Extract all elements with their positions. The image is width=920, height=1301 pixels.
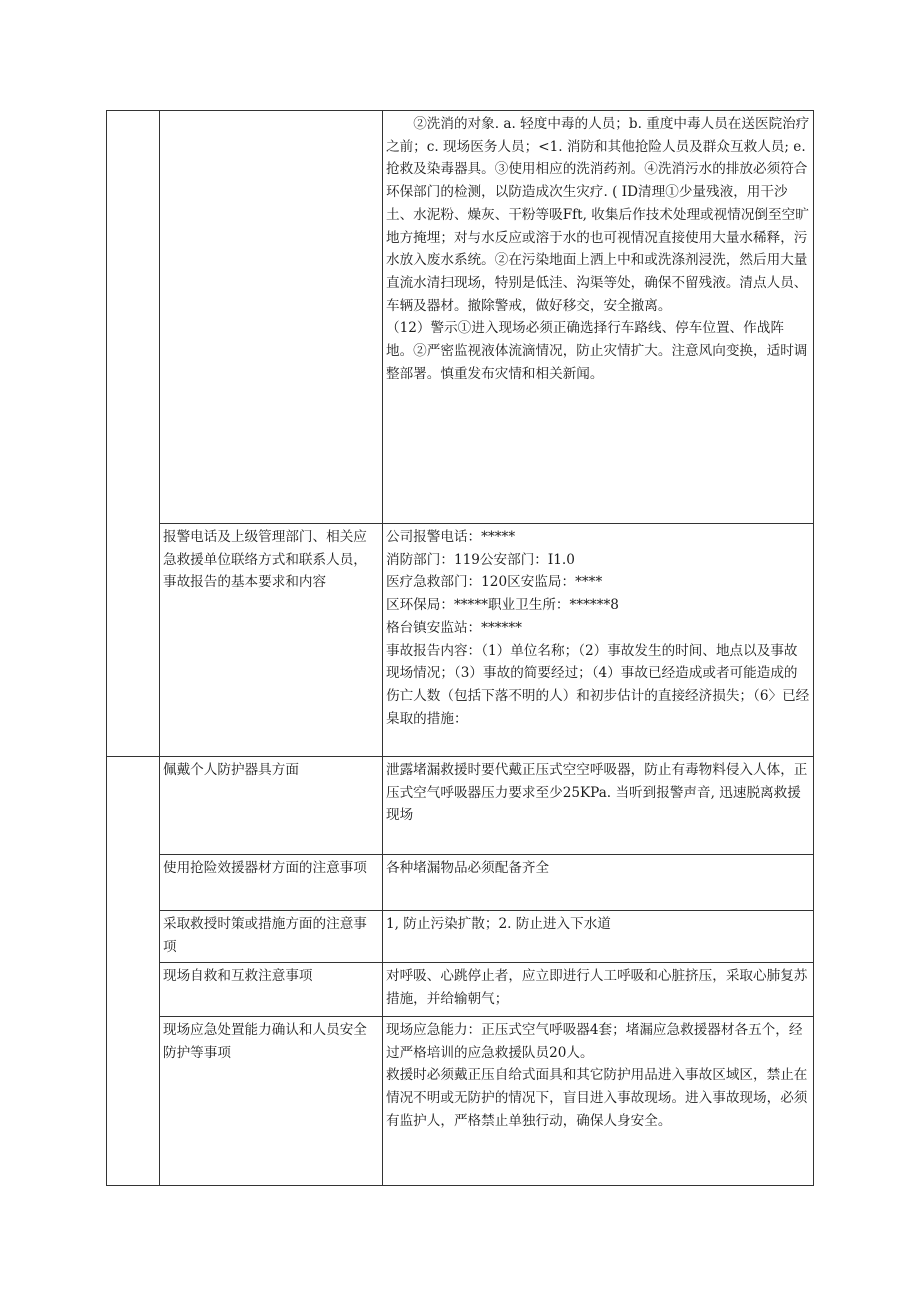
selfrescue-content-cell: 对呼吸、心跳停止者，应立即进行人工呼吸和心脏挤压，采取心肺复苏措施，并给输朝气； xyxy=(383,963,814,1017)
ppe-content-cell: 泄露堵漏救援时要代戴正压式空空呼吸器，防止有毒物料侵入人体，正压式空气呼吸器压力要求至少25KPa. 当听到报警声音, 迅速脱离救援现场 xyxy=(383,757,814,855)
selfrescue-label-cell: 现场自救和互救注意事项 xyxy=(160,963,383,1017)
capacity-paragraph: 现场应急能力：正压式空气呼吸器4套；堵漏应急救援器材各五个，经过严格培训的应急救援队员20人。 xyxy=(386,1022,803,1061)
row-equipment xyxy=(107,855,814,911)
capacity-label-cell: 现场应急处置能力确认和人员安全防护等事项 xyxy=(160,1017,383,1186)
strategy-content-cell: 1, 防止污染扩散；2. 防止进入下水道 xyxy=(383,911,814,963)
equipment-content-cell: 各种堵漏物品必须配备齐全 xyxy=(383,855,814,911)
fire-police-phone: 消防部门：119公安部门：I1.0 xyxy=(386,551,575,568)
emergency-measures-table xyxy=(106,110,814,1186)
disposal-paragraph: ②洗消的对象. a. 轻度中毒的人员；b. 重度中毒人员在送医院治疗之前；c. 现场医务人员；<1. 消防和其他抢险人员及群众互救人员; e. 抢救及染毒器具。③使用相应的洗消药剂。④洗消污水的排放必须符合环保部门的检测，以防造成次生灾疗. ( ID清理①少量残液，用干沙土、水泥粉、燥灰、干粉等吸Fft, 收集后作技术处理或视情况倒至空旷地方掩埋；对与水反应或溶于水的也可视情况直接使用大量水稀释，污水放入废水系统。②在污染地面上洒上中和或洗涤剂浸洗，然后用大量直流水清扫现场，特别是低洼、沟渠等处，确保不留残液。清点人员、车辆及器材。撤除警戒，做好移交，安全撤离。 xyxy=(386,116,810,314)
medical-safety-phone: 医疗急救部门：120区安监局：**** xyxy=(386,574,603,591)
town-safety-station: 格台镇安监站：****** xyxy=(386,619,522,636)
row-strategy xyxy=(107,911,814,963)
report-content: 事故报告内容：（1）单位名称；（2）事故发生的时间、地点以及事故现场情况；（3）事故的简要经过；（4）事故已经造成或者可能造成的伤亡人数（包括下落不明的人）和初步估计的直接经济损失；（6〉已经臬取的措施： xyxy=(386,642,810,727)
disposal-content-cell xyxy=(383,111,814,524)
capacity-content-cell xyxy=(383,1017,814,1186)
equipment-label-cell: 使用抢险效援器材方面的注意事项 xyxy=(160,855,383,911)
row-capacity xyxy=(107,1017,814,1186)
safety-paragraph: 救援时必须戴正压自给式面具和其它防护用品进入事故区域区，禁止在情况不明或无防护的情况下，盲目进入事故现场。进入事故现场，必须有监护人，严格禁止单独行动，确保人身安全。 xyxy=(386,1067,808,1129)
row-alarm xyxy=(107,524,814,757)
ppe-label-cell: 佩戴个人防护器具方面 xyxy=(160,757,383,855)
strategy-label-cell: 采取救授时策或措施方面的注意事项 xyxy=(160,911,383,963)
section-cell-bottom xyxy=(107,757,160,1186)
row-ppe xyxy=(107,757,814,855)
company-alarm-phone: 公司报警电话：***** xyxy=(386,529,516,545)
row-selfrescue xyxy=(107,963,814,1017)
section-cell-top xyxy=(107,111,160,757)
alarm-label-cell: 报警电话及上级管理部门、相关应急救援单位联络方式和联系人员，事故报告的基本要求和内容 xyxy=(160,524,383,757)
disposal-label-cell xyxy=(160,111,383,524)
row-disposal xyxy=(107,111,814,524)
warning-paragraph: （12）警示①进入现场必须正确选择行车路线、停车位置、作战阵地。②严密监视液体流滴情况，防止灾情扩大。注意风向变换，适时调整部署。慎重发布灾情和相关新闻。 xyxy=(386,320,808,382)
alarm-content-cell xyxy=(383,524,814,757)
environment-health-phone: 区环保局：*****职业卫生所：******8 xyxy=(386,597,619,614)
